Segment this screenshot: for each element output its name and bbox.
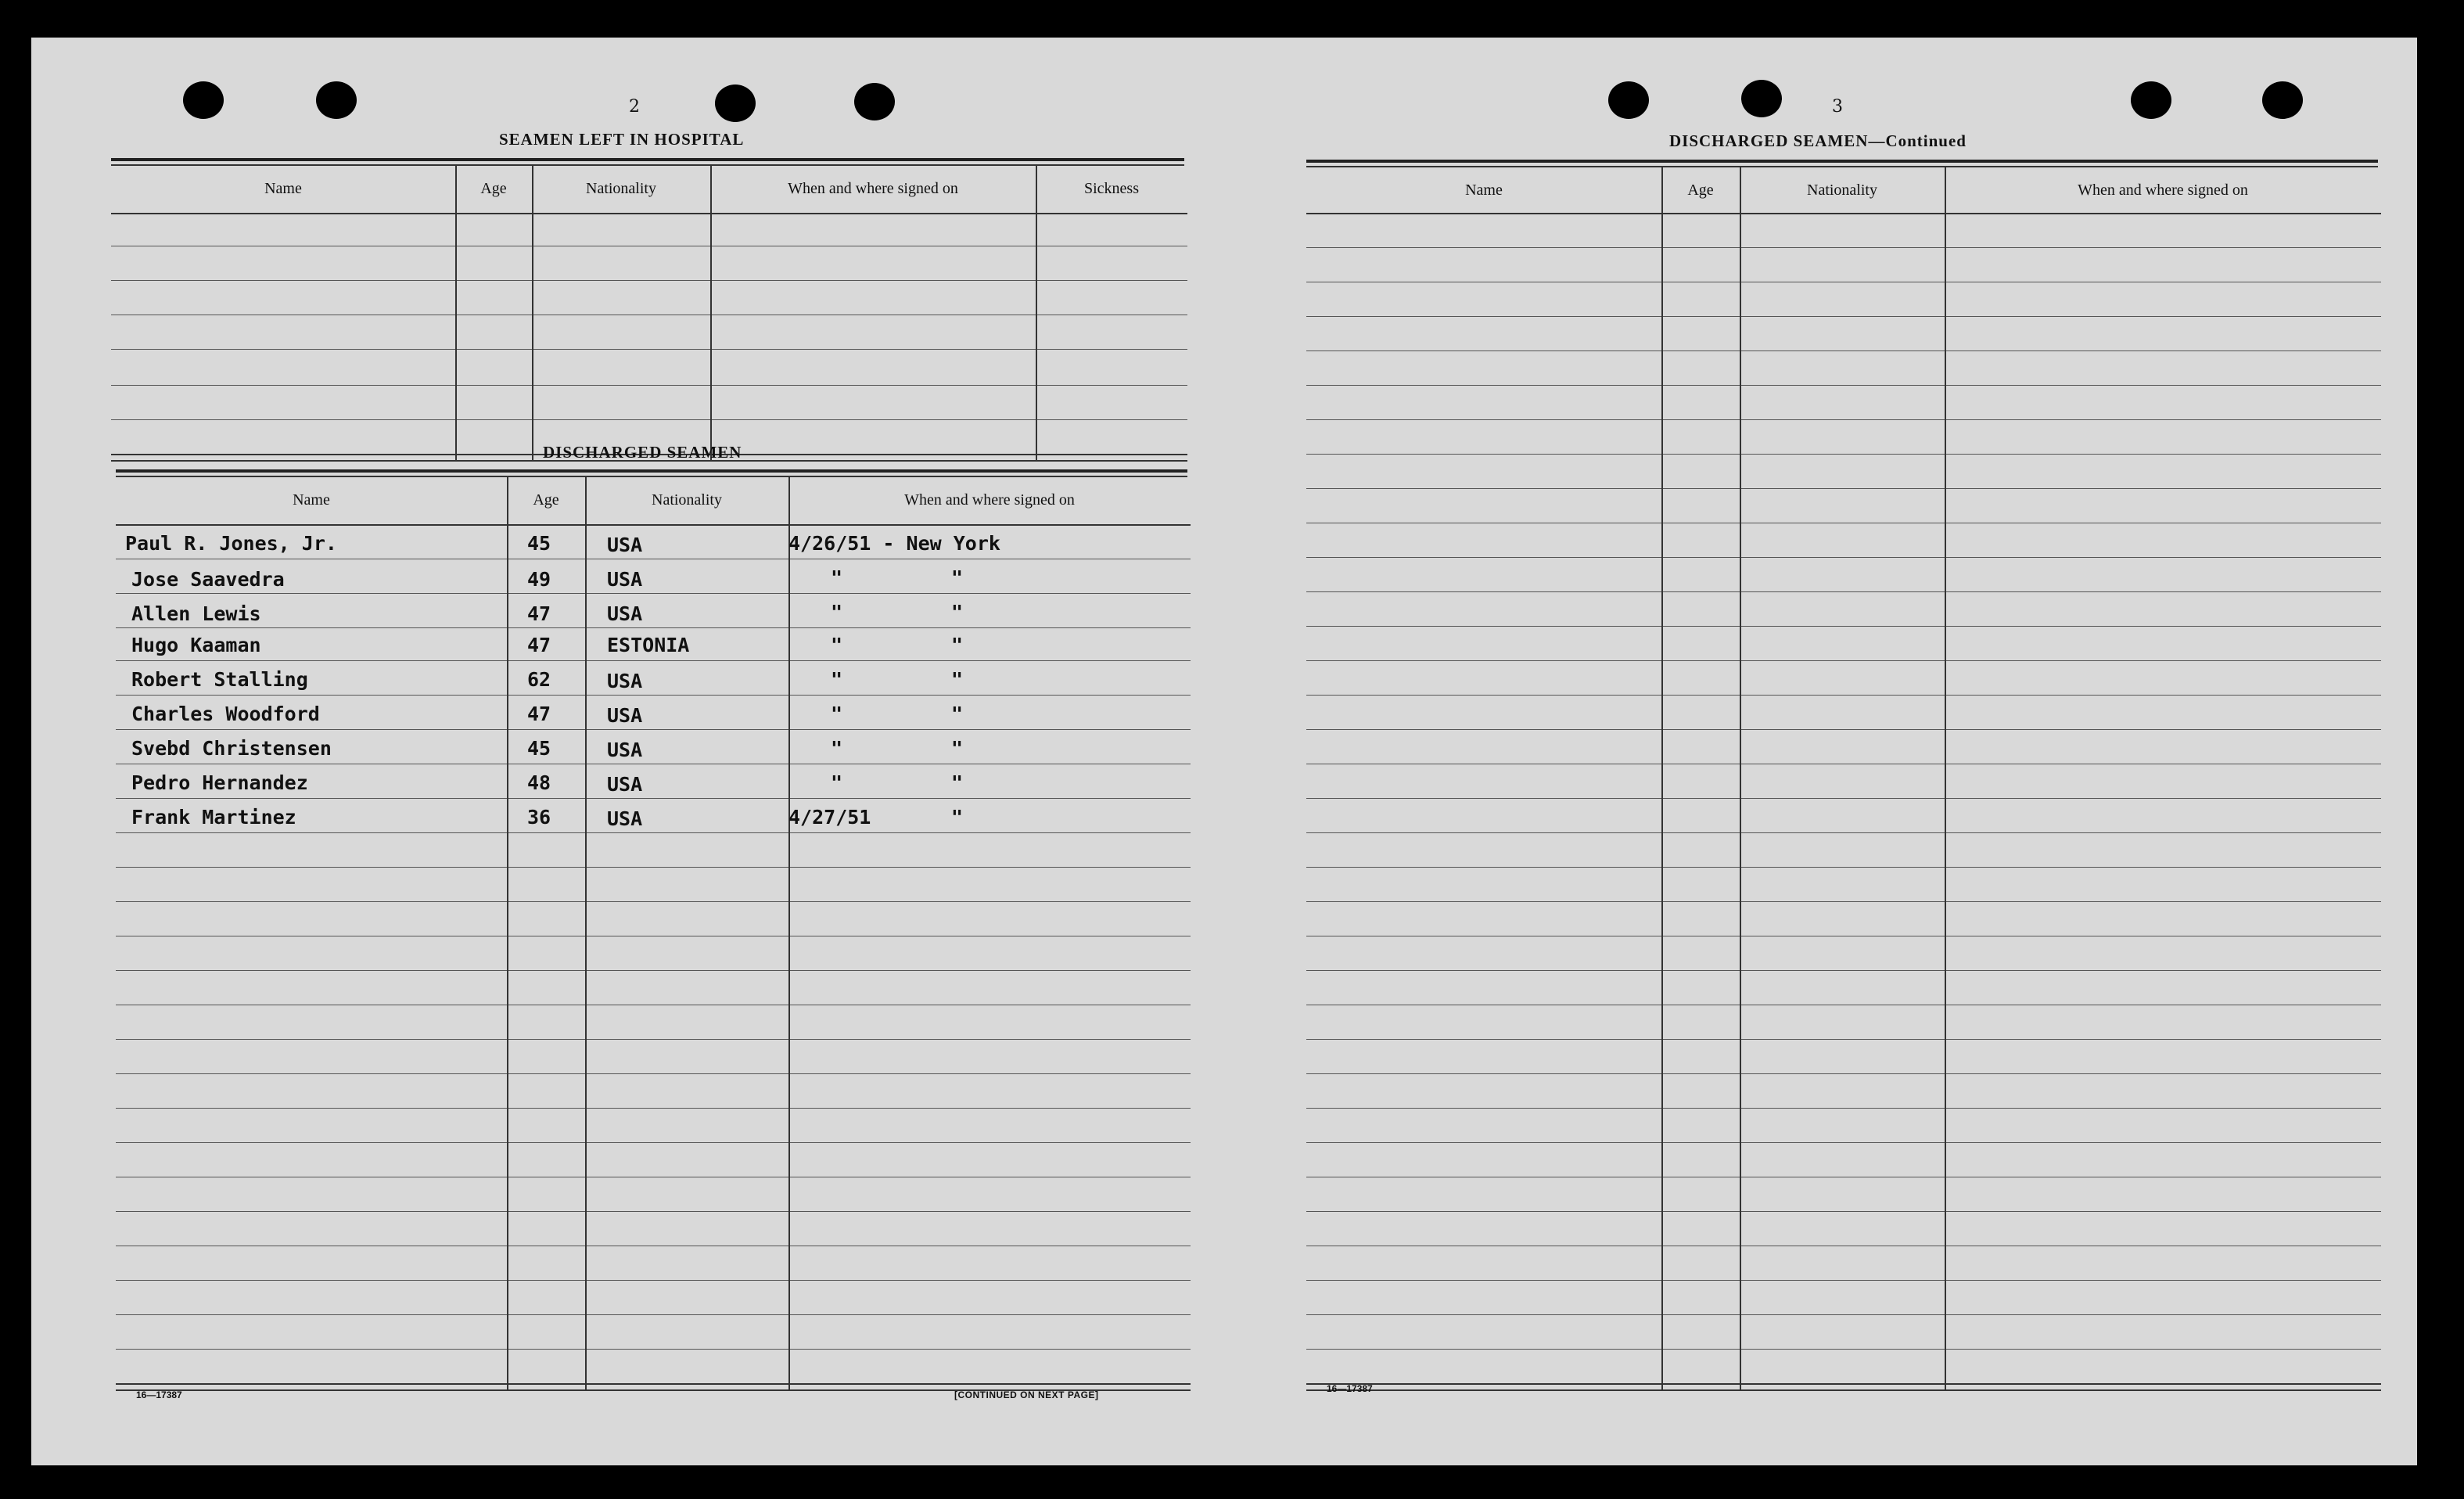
hospital-header-name: Name xyxy=(264,180,302,197)
punch-hole xyxy=(2262,81,2303,119)
punch-hole xyxy=(183,81,224,119)
seaman-nationality: USA xyxy=(607,568,643,591)
seaman-name: Robert Stalling xyxy=(131,668,308,691)
hospital-header-when-where: When and where signed on xyxy=(788,180,958,197)
page-number-left: 2 xyxy=(629,97,640,117)
seaman-nationality: USA xyxy=(607,773,643,796)
continued-header-when-where: When and where signed on xyxy=(2078,182,2248,199)
punch-hole xyxy=(1741,80,1782,117)
seaman-age: 45 xyxy=(527,532,551,555)
signed-on-date: 4/27/51 xyxy=(788,806,871,829)
signed-on-place: " xyxy=(951,737,964,760)
seaman-nationality: ESTONIA xyxy=(607,634,690,656)
document-sheet xyxy=(31,38,2417,1465)
hospital-section-title: SEAMEN LEFT IN HOSPITAL xyxy=(499,130,745,149)
signed-on-date: " xyxy=(831,771,843,794)
signed-on-place: " xyxy=(951,806,964,829)
discharged-continued-title: DISCHARGED SEAMEN—Continued xyxy=(1669,131,1967,150)
discharged-header-nationality: Nationality xyxy=(652,491,722,509)
discharged-section-title: DISCHARGED SEAMEN xyxy=(543,443,742,462)
seaman-age: 47 xyxy=(527,703,551,725)
seaman-age: 47 xyxy=(527,634,551,656)
signed-on-place: " xyxy=(951,668,964,691)
continued-header-nationality: Nationality xyxy=(1807,182,1877,199)
seaman-age: 62 xyxy=(527,668,551,691)
hospital-table xyxy=(111,158,1187,463)
continued-header-age: Age xyxy=(1687,182,1714,199)
hospital-header-age: Age xyxy=(480,180,507,197)
signed-on-date: " xyxy=(831,703,843,725)
seaman-age: 45 xyxy=(527,737,551,760)
signed-on-date: " xyxy=(831,737,843,760)
seaman-name: Hugo Kaaman xyxy=(131,634,261,656)
signed-on-date: " xyxy=(831,566,843,589)
seaman-name: Paul R. Jones, Jr. xyxy=(125,532,337,555)
signed-on-date: 4/26/51 - New York xyxy=(788,532,1000,555)
seaman-nationality: USA xyxy=(607,807,643,830)
seaman-name: Charles Woodford xyxy=(131,703,320,725)
signed-on-date: " xyxy=(831,601,843,624)
discharged-continued-table xyxy=(1306,160,2381,1411)
seaman-age: 47 xyxy=(527,602,551,625)
seaman-nationality: USA xyxy=(607,534,643,556)
signed-on-place: " xyxy=(951,634,964,656)
punch-hole xyxy=(715,84,756,122)
signed-on-place: " xyxy=(951,566,964,589)
hospital-header-nationality: Nationality xyxy=(586,180,656,197)
seaman-name: Jose Saavedra xyxy=(131,568,285,591)
signed-on-place: " xyxy=(951,601,964,624)
discharged-header-name: Name xyxy=(293,491,330,509)
signed-on-place: " xyxy=(951,703,964,725)
signed-on-place: " xyxy=(951,771,964,794)
hospital-header-sickness: Sickness xyxy=(1084,180,1139,197)
form-number-left: 16—17387 xyxy=(136,1389,182,1400)
seaman-name: Frank Martinez xyxy=(131,806,296,829)
discharged-header-when-where: When and where signed on xyxy=(904,491,1075,509)
seaman-name: Pedro Hernandez xyxy=(131,771,308,794)
signed-on-date: " xyxy=(831,634,843,656)
continued-note: [CONTINUED ON NEXT PAGE] xyxy=(954,1389,1099,1400)
punch-hole xyxy=(854,83,895,120)
seaman-age: 49 xyxy=(527,568,551,591)
continued-header-name: Name xyxy=(1465,182,1503,199)
page-number-right: 3 xyxy=(1832,97,1843,117)
seaman-name: Allen Lewis xyxy=(131,602,261,625)
discharged-header-age: Age xyxy=(533,491,559,509)
seaman-name: Svebd Christensen xyxy=(131,737,332,760)
punch-hole xyxy=(1608,81,1649,119)
seaman-age: 48 xyxy=(527,771,551,794)
signed-on-date: " xyxy=(831,668,843,691)
punch-hole xyxy=(316,81,357,119)
discharged-table xyxy=(116,469,1191,1416)
seaman-nationality: USA xyxy=(607,670,643,692)
seaman-nationality: USA xyxy=(607,739,643,761)
seaman-age: 36 xyxy=(527,806,551,829)
form-number-right: 16—17387 xyxy=(1327,1383,1373,1394)
punch-hole xyxy=(2131,81,2171,119)
seaman-nationality: USA xyxy=(607,704,643,727)
seaman-nationality: USA xyxy=(607,602,643,625)
